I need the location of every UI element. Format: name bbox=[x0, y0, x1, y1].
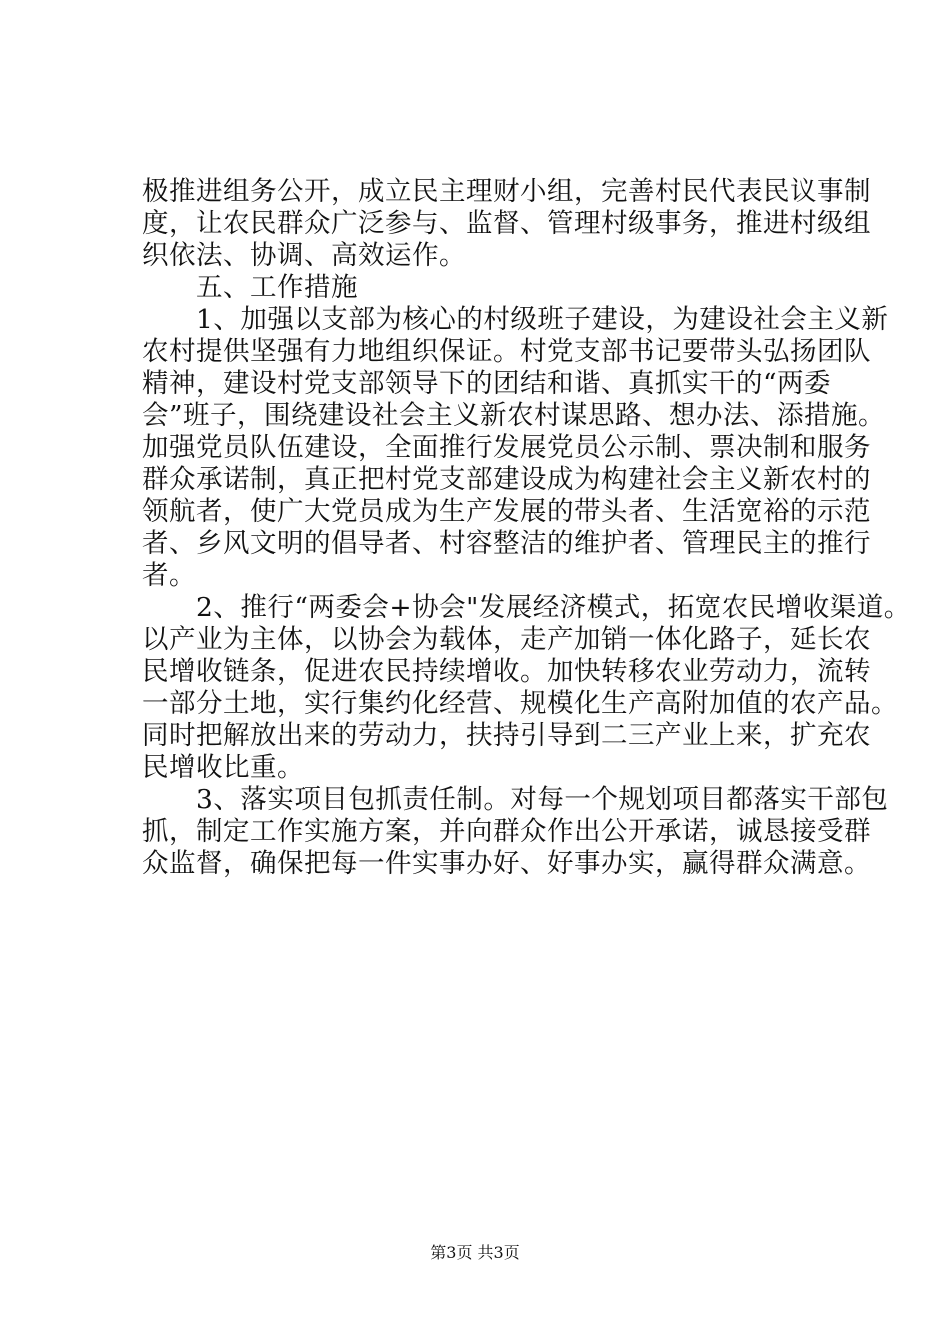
section-heading: 五、工作措施 bbox=[142, 272, 358, 303]
text-line: 农村提供坚强有力地组织保证。村党支部书记要带头弘扬团队 bbox=[142, 336, 871, 367]
text-line: 织依法、协调、高效运作。 bbox=[142, 240, 466, 271]
text-line: 者。 bbox=[142, 560, 196, 591]
text-line: 极推进组务公开，成立民主理财小组，完善村民代表民议事制 bbox=[142, 176, 871, 207]
text-line: 民增收比重。 bbox=[142, 752, 304, 783]
text-line: 精神，建设村党支部领导下的团结和谐、真抓实干的“两委 bbox=[142, 368, 832, 399]
text-line: 抓，制定工作实施方案，并向群众作出公开承诺，诚恳接受群 bbox=[142, 816, 871, 847]
text-line: 同时把解放出来的劳动力，扶持引导到二三产业上来，扩充农 bbox=[142, 720, 871, 751]
text-line: 1、加强以支部为核心的村级班子建设，为建设社会主义新 bbox=[142, 304, 889, 335]
text-line: 者、乡风文明的倡导者、村容整洁的维护者、管理民主的推行 bbox=[142, 528, 871, 559]
text-line: 群众承诺制，真正把村党支部建设成为构建社会主义新农村的 bbox=[142, 464, 871, 495]
text-line: 一部分土地，实行集约化经营、规模化生产高附加值的农产品。 bbox=[142, 688, 898, 719]
text-line: 加强党员队伍建设，全面推行发展党员公示制、票决制和服务 bbox=[142, 432, 871, 463]
text-line: 众监督，确保把每一件实事办好、好事办实，赢得群众满意。 bbox=[142, 848, 871, 879]
text-line: 会”班子，围绕建设社会主义新农村谋思路、想办法、添措施。 bbox=[142, 400, 886, 431]
text-line: 2、推行“两委会+协会"发展经济模式，拓宽农民增收渠道。 bbox=[142, 592, 911, 623]
page-number-footer: 第3页 共3页 bbox=[430, 1243, 520, 1262]
text-line: 3、落实项目包抓责任制。对每一个规划项目都落实干部包 bbox=[142, 784, 889, 815]
text-line: 领航者，使广大党员成为生产发展的带头者、生活宽裕的示范 bbox=[142, 496, 871, 527]
text-line: 民增收链条，促进农民持续增收。加快转移农业劳动力，流转 bbox=[142, 656, 871, 687]
text-line: 以产业为主体，以协会为载体，走产加销一体化路子，延长农 bbox=[142, 624, 871, 655]
text-line: 度，让农民群众广泛参与、监督、管理村级事务，推进村级组 bbox=[142, 208, 871, 239]
